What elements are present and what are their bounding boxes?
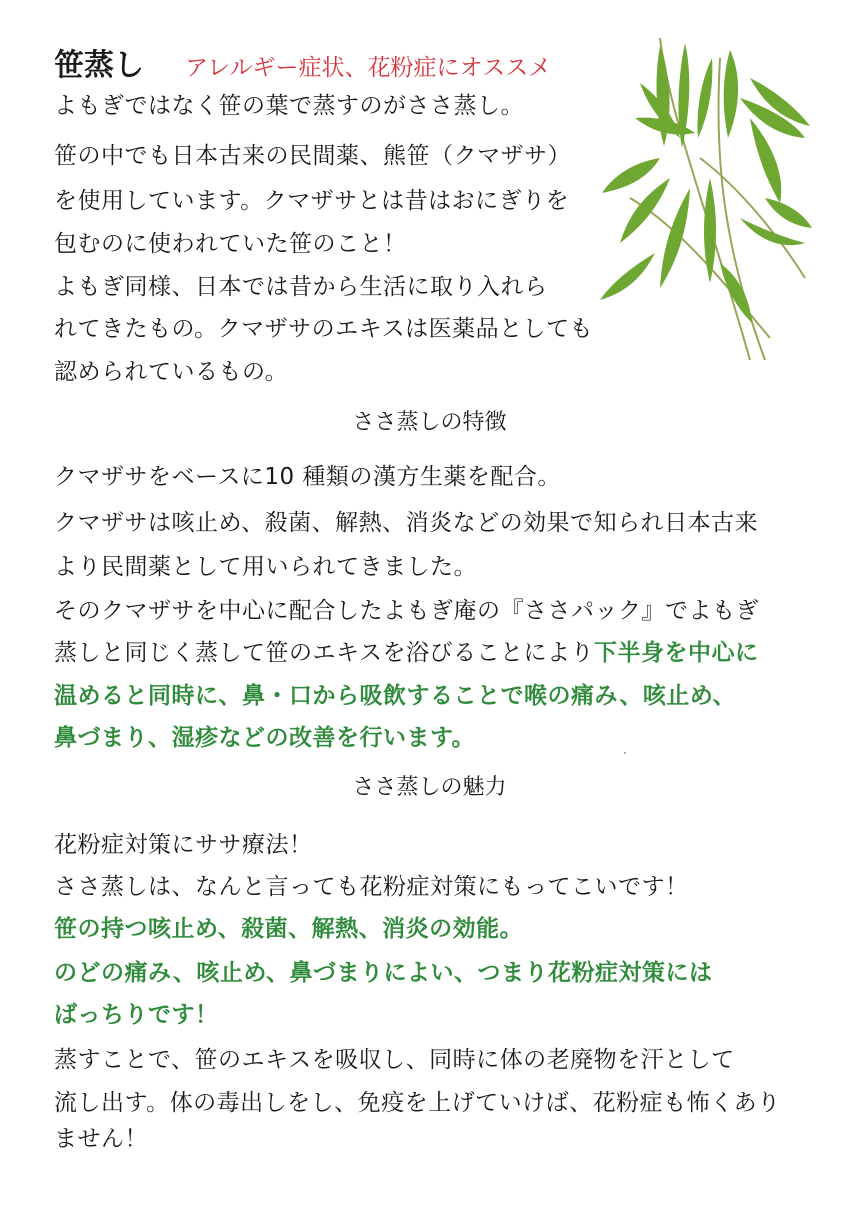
- intro-line: よもぎではなく笹の葉で蒸すのがささ蒸し。: [54, 93, 524, 119]
- features-highlight-line: 鼻づまり、湿疹などの改善を行います。: [54, 725, 476, 751]
- features-line-highlight: 下半身を中心に: [594, 640, 759, 666]
- appeal-line: ささ蒸しは、なんと言っても花粉症対策にもってこいです！: [54, 874, 689, 900]
- features-line-plain: 蒸しと同じく蒸して笹のエキスを浴びることにより: [54, 640, 595, 666]
- appeal-highlight-line: のどの痛み、咳止め、鼻づまりによい、つまり花粉症対策には: [54, 960, 713, 986]
- appeal-line: 流し出す。体の毒出しをし、免疫を上げていけば、花粉症も怖くあり: [54, 1090, 781, 1116]
- intro-line: 認められているもの。: [54, 359, 289, 385]
- appeal-highlight-line: 笹の持つ咳止め、殺菌、解熱、消炎の効能。: [54, 916, 524, 942]
- features-highlight-line: 温めると同時に、鼻・口から吸飲することで喉の痛み、咳止め、: [54, 683, 736, 709]
- features-line: クマザサは咳止め、殺菌、解熱、消炎などの効果で知られ日本古来: [54, 510, 759, 536]
- appeal-line: 蒸すことで、笹のエキスを吸収し、同時に体の老廃物を汗として: [54, 1047, 735, 1073]
- appeal-highlight-line: ばっちりです！: [54, 1002, 219, 1028]
- features-line: より民間薬として用いられてきました。: [54, 554, 477, 580]
- page-title: 笹蒸し: [54, 48, 144, 83]
- intro-line: 笹の中でも日本古来の民間薬、熊笹（クマザサ）: [54, 143, 571, 169]
- page-subtitle: アレルギー症状、花粉症にオススメ: [185, 55, 552, 81]
- intro-line: を使用しています。クマザサとは昔はおにぎりを: [54, 188, 570, 214]
- intro-line: よもぎ同様、日本では昔から生活に取り入れら: [54, 274, 548, 300]
- intro-line: れてきたもの。クマザサのエキスは医薬品としても: [54, 316, 594, 342]
- appeal-line: 花粉症対策にササ療法！: [54, 832, 313, 858]
- intro-line: 包むのに使われていた笹のこと！: [54, 231, 407, 257]
- appeal-line: ません！: [54, 1126, 148, 1152]
- bamboo-leaves-illustration: [600, 38, 812, 360]
- appeal-heading: ささ蒸しの魅力: [352, 775, 507, 800]
- features-line: そのクマザサを中心に配合したよもぎ庵の『ささパック』でよもぎ: [54, 598, 759, 624]
- features-line-mixed: [54, 638, 759, 668]
- scan-speck: [624, 752, 626, 754]
- features-line: クマザサをベースに10 種類の漢方生薬を配合。: [54, 464, 561, 490]
- features-heading: ささ蒸しの特徴: [352, 410, 507, 435]
